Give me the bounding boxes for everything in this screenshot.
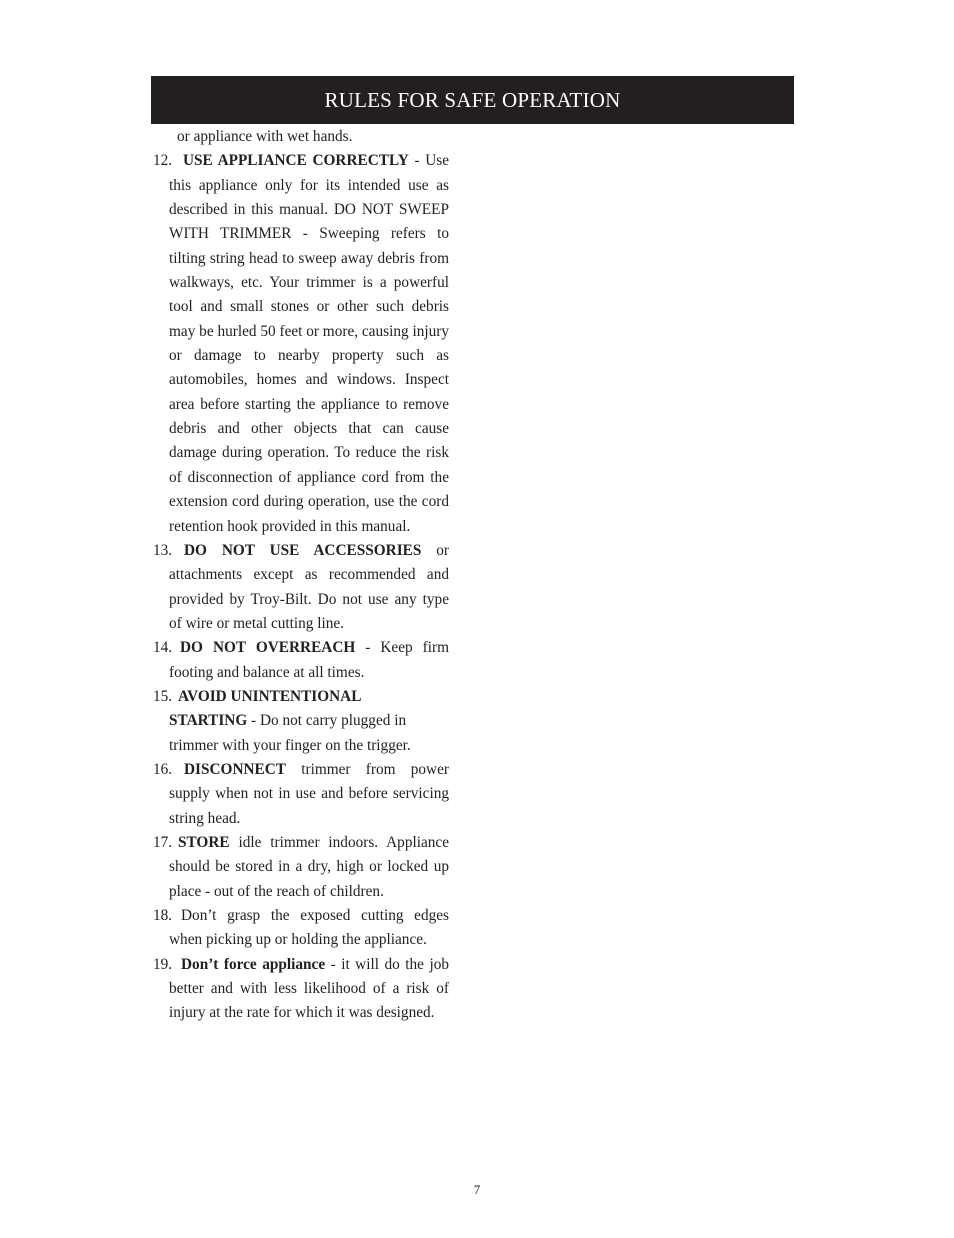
section-header-bar — [151, 76, 794, 124]
rule-text: idle trimmer indoors. Appliance should be stored in a dry, high or locked up place - out of the reach of children. — [169, 833, 449, 900]
rule-item-12 — [153, 149, 449, 539]
rule-body — [169, 636, 449, 685]
rule-item-16 — [153, 758, 449, 831]
rules-column — [153, 125, 449, 1026]
section-title: RULES FOR SAFE OPERATION — [324, 87, 621, 112]
rule-body — [169, 539, 449, 636]
continuation-text: or appliance with wet hands. — [177, 128, 353, 145]
rule-heading: AVOID UNINTENTIONAL — [178, 687, 362, 705]
rule-heading-continued: STARTING — [169, 712, 248, 730]
rule-heading: USE APPLIANCE CORRECTLY — [183, 152, 409, 170]
rule-text: - Do not carry plugged in trimmer with your finger on the trigger. — [169, 712, 411, 754]
rule-text: - Keep firm footing and balance at all times. — [169, 639, 449, 681]
rule-body — [169, 953, 449, 1026]
rule-text: Don’t grasp the exposed cutting edges when picking up or holding the appliance. — [169, 907, 449, 949]
rule-number: 12. — [153, 152, 173, 170]
rule-body — [169, 831, 449, 904]
rule-item-13 — [153, 539, 449, 636]
rule-item-19 — [153, 953, 449, 1026]
page-number: 7 — [473, 1182, 481, 1197]
rule-heading: DO NOT USE ACCESSORIES — [184, 541, 422, 559]
rule-heading: DISCONNECT — [184, 760, 286, 778]
rule-body — [169, 685, 449, 758]
rule-heading: DO NOT OVERREACH — [180, 639, 356, 657]
rule-number: 14. — [153, 639, 173, 657]
rule-number: 16. — [153, 760, 173, 778]
rule-text: or attachments except as recommended and provided by Troy-Bilt. Do not use any type of wire or metal cutting line. — [169, 541, 449, 632]
rule-item-18 — [153, 904, 449, 953]
rule-item-17 — [153, 831, 449, 904]
rule-number: 18. — [153, 907, 173, 924]
rule-number: 13. — [153, 541, 173, 559]
rule-number: 15. — [153, 687, 173, 705]
rule-item-14 — [153, 636, 449, 685]
rule-heading: Don’t force appliance — [181, 955, 326, 973]
rule-body — [169, 758, 449, 831]
rule-item-15 — [153, 685, 449, 758]
rule-number: 17. — [153, 833, 173, 851]
rule-text: trimmer from power supply when not in use and before servicing string head. — [169, 760, 449, 827]
rule-text: - Use this appliance only for its intended use as described in this manual. DO NOT SWEEP WITH TRIMMER - Sweeping refers to tilting string head to sweep away debris from walkways, etc. Your trimmer is a powerful tool and small stones or other such debris may be hurled 50 feet or more, causing injury or damage to nearby property such as automobiles, homes and windows. Inspect area before starting the appliance to remove debris and other objects that can cause damage during operation. To reduce the risk of disconnection of appliance cord from the extension cord during operation, use the cord retention hook provided in this manual. — [169, 152, 449, 535]
rule-heading: STORE — [178, 833, 230, 851]
rule-text: - it will do the job better and with less likelihood of a risk of injury at the rate for which it was designed. — [169, 955, 449, 1022]
rule-body — [169, 149, 449, 539]
rule-body — [169, 904, 449, 953]
rule-number: 19. — [153, 955, 173, 973]
